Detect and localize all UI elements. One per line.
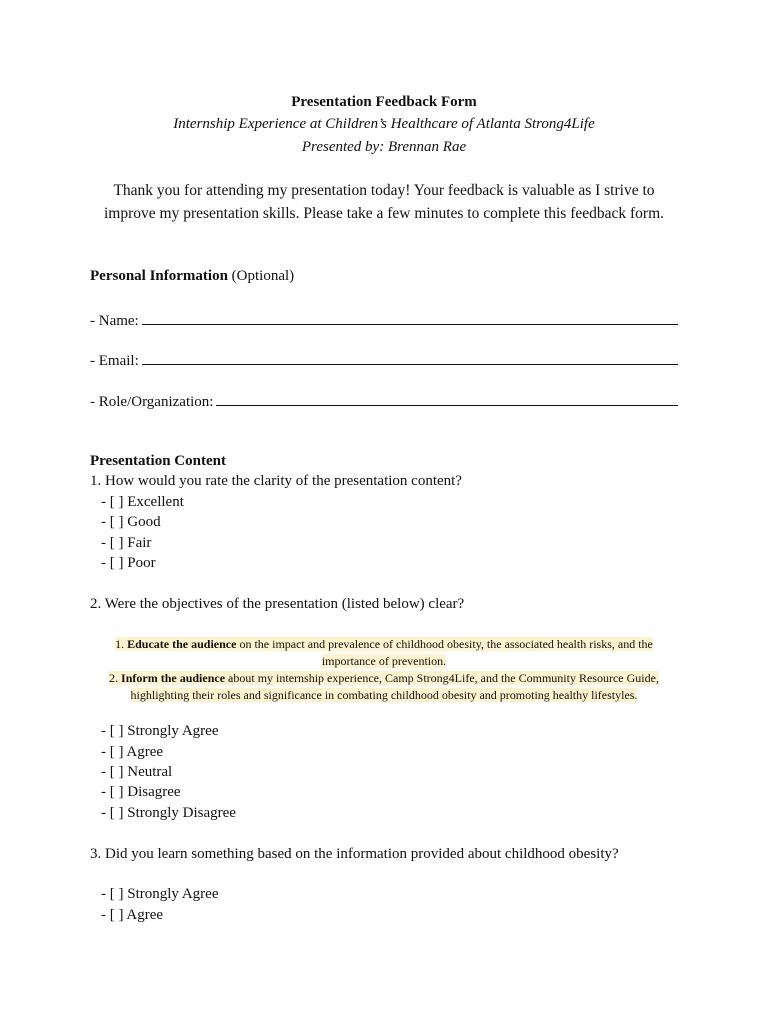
question-1: 1. How would you rate the clarity of the presentation content? — [90, 473, 462, 489]
intro-paragraph: Thank you for attending my presentation today! Your feedback is valuable as I strive to improve my presentation skills. Please take a few minutes to complete this feedback form. — [104, 182, 664, 222]
question-3: 3. Did you learn something based on the information provided about childhood obesity? — [90, 846, 619, 862]
q2-option-neutral[interactable]: - [ ] Neutral — [101, 764, 173, 780]
email-field-label: - Email: — [90, 353, 139, 369]
form-subtitle: Internship Experience at Children’s Healthcare of Atlanta Strong4Life — [173, 116, 595, 132]
objective-1-line-a — [115, 637, 653, 651]
personal-info-heading-label: Personal Information — [90, 268, 228, 284]
name-field-label: - Name: — [90, 313, 139, 329]
email-field-line[interactable] — [142, 349, 678, 365]
q2-option-agree[interactable]: - [ ] Agree — [101, 744, 164, 760]
q2-option-disagree[interactable]: - [ ] Disagree — [101, 784, 181, 800]
q1-option-excellent[interactable]: - [ ] Excellent — [101, 494, 184, 510]
objective-1-number: 1. — [115, 637, 125, 651]
q1-option-good[interactable]: - [ ] Good — [101, 514, 161, 530]
objective-1-text-a: on the impact and prevalence of childhood obesity, the associated health risks, and the — [239, 637, 653, 651]
objective-1-bold: Educate the audience — [127, 637, 237, 651]
q3-option-strongly-agree[interactable]: - [ ] Strongly Agree — [101, 886, 219, 902]
presentation-content-heading: Presentation Content — [90, 453, 226, 469]
email-field[interactable] — [90, 349, 678, 370]
objective-1 — [90, 636, 678, 670]
form-title: Presentation Feedback Form — [291, 94, 477, 110]
question-2: 2. Were the objectives of the presentation (listed below) clear? — [90, 596, 465, 612]
objective-2-number: 2. — [109, 671, 119, 685]
objective-2 — [90, 670, 678, 704]
presenter-line: Presented by: Brennan Rae — [301, 139, 467, 155]
objective-2-bold: Inform the audience — [121, 671, 226, 685]
q2-option-strongly-disagree[interactable]: - [ ] Strongly Disagree — [101, 805, 236, 821]
personal-info-heading — [90, 268, 294, 285]
role-organization-field-label: - Role/Organization: — [90, 394, 214, 410]
q1-option-poor[interactable]: - [ ] Poor — [101, 555, 156, 571]
name-field[interactable] — [90, 309, 678, 330]
role-organization-field-line[interactable] — [216, 390, 678, 406]
q1-option-fair[interactable]: - [ ] Fair — [101, 535, 152, 551]
objective-1-line-b: importance of prevention. — [321, 654, 447, 668]
q2-option-strongly-agree[interactable]: - [ ] Strongly Agree — [101, 723, 219, 739]
objective-2-text-a: about my internship experience, Camp Strong4Life, and the Community Resource Guide, — [228, 671, 659, 685]
personal-info-heading-note: (Optional) — [231, 268, 295, 284]
name-field-line[interactable] — [142, 309, 678, 325]
q3-option-agree[interactable]: - [ ] Agree — [101, 907, 164, 923]
objective-2-line-b: highlighting their roles and significance in combating childhood obesity and promoting healthy lifestyles. — [130, 688, 638, 702]
objective-2-line-a — [109, 671, 659, 685]
role-organization-field[interactable] — [90, 390, 678, 411]
